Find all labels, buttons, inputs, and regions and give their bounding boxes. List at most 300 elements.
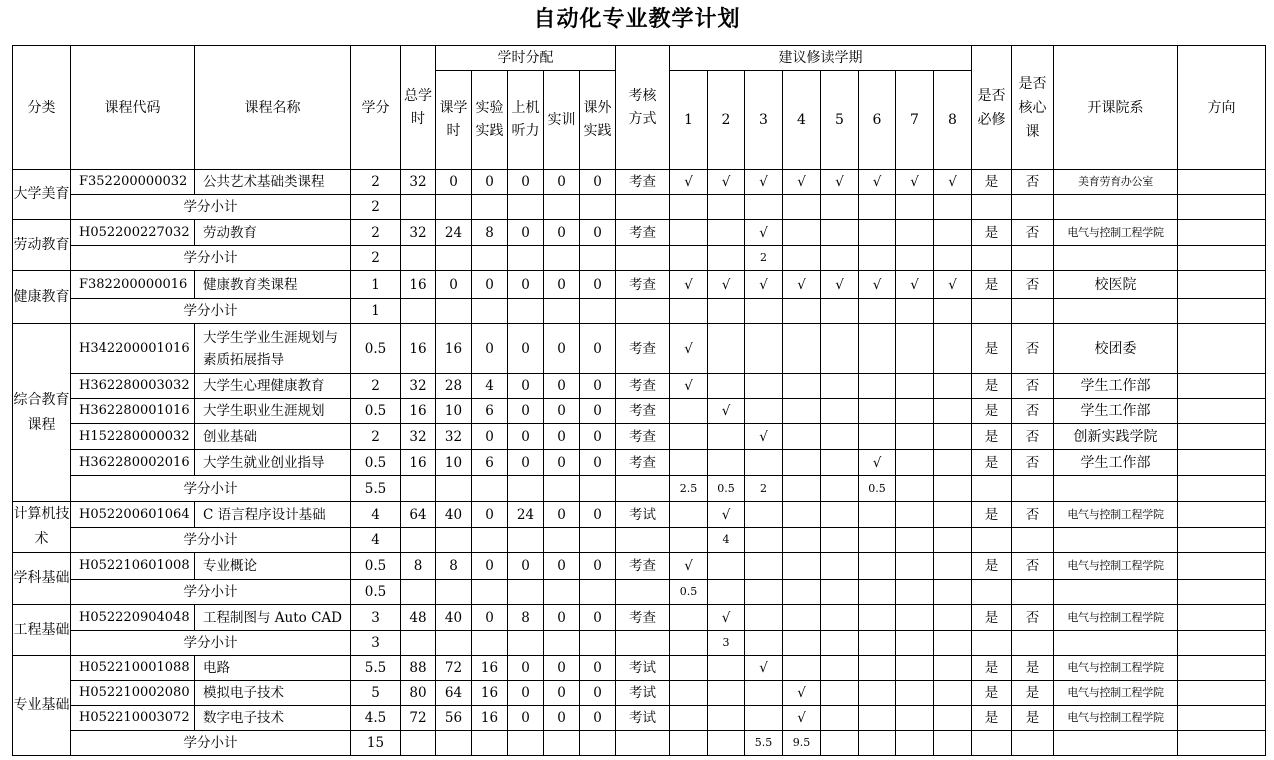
semester-mark-3 (745, 324, 783, 374)
subtotal-empty (544, 731, 580, 756)
course-core: 否 (1012, 399, 1054, 424)
subtotal-row (13, 731, 1266, 756)
course-credit: 5.5 (351, 656, 401, 681)
semester-mark-3: √ (745, 170, 783, 195)
subtotal-row (13, 246, 1266, 271)
subtotal-semester-7 (896, 246, 934, 271)
course-credit: 0.5 (351, 324, 401, 374)
subtotal-empty (436, 528, 472, 553)
semester-mark-5 (821, 681, 859, 706)
subtotal-semester-3: 2 (745, 246, 783, 271)
subtotal-empty (1012, 246, 1054, 271)
course-required: 是 (972, 324, 1012, 374)
subtotal-empty (1054, 299, 1178, 324)
subtotal-credit: 2 (351, 195, 401, 220)
semester-mark-7 (896, 605, 934, 631)
subtotal-semester-4 (783, 476, 821, 502)
category-label: 劳动教育 (13, 220, 71, 271)
subtotal-empty (616, 580, 670, 605)
course-core: 否 (1012, 424, 1054, 450)
course-name: 大学生学业生涯规划与素质拓展指导 (195, 324, 351, 374)
subtotal-empty (616, 195, 670, 220)
semester-mark-5 (821, 399, 859, 424)
semester-mark-4 (783, 374, 821, 399)
subtotal-semester-5 (821, 731, 859, 756)
header-training: 实训 (544, 71, 580, 170)
course-row (13, 553, 1266, 580)
subtotal-semester-8 (934, 731, 972, 756)
semester-mark-1 (670, 399, 708, 424)
course-computer-hours: 24 (508, 502, 544, 528)
semester-mark-4 (783, 324, 821, 374)
subtotal-empty (401, 476, 436, 502)
course-core: 是 (1012, 656, 1054, 681)
subtotal-empty (616, 528, 670, 553)
course-credit: 1 (351, 271, 401, 299)
course-required: 是 (972, 502, 1012, 528)
course-department: 电气与控制工程学院 (1054, 706, 1178, 731)
course-total-hours: 8 (401, 553, 436, 580)
course-computer-hours: 8 (508, 605, 544, 631)
subtotal-empty (436, 476, 472, 502)
course-exam-method: 考查 (616, 271, 670, 299)
course-extracurricular-hours: 0 (580, 324, 616, 374)
course-lecture-hours: 72 (436, 656, 472, 681)
course-core: 否 (1012, 170, 1054, 195)
course-code: H052210601008 (71, 553, 195, 580)
course-credit: 0.5 (351, 450, 401, 476)
course-code: H362280002016 (71, 450, 195, 476)
course-name: 模拟电子技术 (195, 681, 351, 706)
semester-mark-6 (859, 553, 896, 580)
subtotal-row (13, 299, 1266, 324)
subtotal-empty (1012, 195, 1054, 220)
course-row (13, 656, 1266, 681)
course-exam-method: 考查 (616, 553, 670, 580)
course-lecture-hours: 24 (436, 220, 472, 246)
course-name: 电路 (195, 656, 351, 681)
subtotal-semester-7 (896, 731, 934, 756)
semester-mark-6: √ (859, 450, 896, 476)
course-experiment-hours: 6 (472, 399, 508, 424)
subtotal-semester-6 (859, 299, 896, 324)
category-label: 计算机技术 (13, 502, 71, 553)
subtotal-empty (508, 246, 544, 271)
course-name: 大学生职业生涯规划 (195, 399, 351, 424)
subtotal-empty (1178, 299, 1266, 324)
course-computer-hours: 0 (508, 656, 544, 681)
course-training-hours: 0 (544, 271, 580, 299)
course-required: 是 (972, 399, 1012, 424)
semester-mark-4 (783, 450, 821, 476)
subtotal-empty (401, 528, 436, 553)
subtotal-semester-5 (821, 476, 859, 502)
subtotal-semester-2 (708, 195, 745, 220)
course-computer-hours: 0 (508, 450, 544, 476)
header-hours-group: 学时分配 (436, 46, 616, 71)
course-experiment-hours: 16 (472, 681, 508, 706)
course-required: 是 (972, 220, 1012, 246)
course-computer-hours: 0 (508, 220, 544, 246)
semester-mark-7 (896, 374, 934, 399)
subtotal-semester-4 (783, 246, 821, 271)
subtotal-empty (972, 246, 1012, 271)
course-direction (1178, 656, 1266, 681)
course-row (13, 450, 1266, 476)
course-direction (1178, 399, 1266, 424)
course-exam-method: 考查 (616, 220, 670, 246)
course-credit: 3 (351, 605, 401, 631)
semester-mark-1: √ (670, 374, 708, 399)
subtotal-empty (972, 731, 1012, 756)
course-experiment-hours: 0 (472, 502, 508, 528)
subtotal-empty (1178, 476, 1266, 502)
course-name: C 语言程序设计基础 (195, 502, 351, 528)
subtotal-empty (472, 195, 508, 220)
subtotal-empty (436, 631, 472, 656)
course-extracurricular-hours: 0 (580, 450, 616, 476)
subtotal-semester-5 (821, 246, 859, 271)
subtotal-semester-7 (896, 528, 934, 553)
course-required: 是 (972, 656, 1012, 681)
subtotal-empty (1178, 731, 1266, 756)
course-experiment-hours: 6 (472, 450, 508, 476)
subtotal-credit: 1 (351, 299, 401, 324)
subtotal-empty (616, 731, 670, 756)
semester-mark-7 (896, 399, 934, 424)
subtotal-empty (580, 476, 616, 502)
course-department: 电气与控制工程学院 (1054, 656, 1178, 681)
subtotal-semester-8 (934, 246, 972, 271)
category-label: 健康教育 (13, 271, 71, 324)
course-experiment-hours: 0 (472, 553, 508, 580)
header-semester-7: 7 (896, 71, 934, 170)
course-core: 否 (1012, 220, 1054, 246)
semester-mark-3: √ (745, 220, 783, 246)
course-department: 电气与控制工程学院 (1054, 681, 1178, 706)
semester-mark-8: √ (934, 170, 972, 195)
course-extracurricular-hours: 0 (580, 502, 616, 528)
subtotal-semester-6 (859, 731, 896, 756)
semester-mark-2 (708, 656, 745, 681)
subtotal-empty (1054, 580, 1178, 605)
course-credit: 4 (351, 502, 401, 528)
semester-mark-7: √ (896, 170, 934, 195)
semester-mark-6 (859, 324, 896, 374)
course-lecture-hours: 40 (436, 605, 472, 631)
subtotal-empty (401, 246, 436, 271)
subtotal-label: 学分小计 (71, 731, 351, 756)
course-lecture-hours: 0 (436, 271, 472, 299)
course-computer-hours: 0 (508, 170, 544, 195)
category-label: 大学美育 (13, 170, 71, 220)
course-core: 否 (1012, 553, 1054, 580)
course-training-hours: 0 (544, 170, 580, 195)
semester-mark-1: √ (670, 324, 708, 374)
course-total-hours: 32 (401, 374, 436, 399)
course-lecture-hours: 32 (436, 424, 472, 450)
subtotal-empty (1054, 246, 1178, 271)
semester-mark-1: √ (670, 553, 708, 580)
semester-mark-3 (745, 681, 783, 706)
course-direction (1178, 450, 1266, 476)
semester-mark-5 (821, 374, 859, 399)
subtotal-empty (436, 195, 472, 220)
semester-mark-5 (821, 605, 859, 631)
header-computer: 上机听力 (508, 71, 544, 170)
subtotal-semester-8 (934, 631, 972, 656)
course-credit: 2 (351, 374, 401, 399)
course-core: 是 (1012, 681, 1054, 706)
subtotal-credit: 2 (351, 246, 401, 271)
subtotal-empty (1054, 195, 1178, 220)
subtotal-empty (472, 476, 508, 502)
subtotal-semester-2: 3 (708, 631, 745, 656)
category-label: 综合教育课程 (13, 324, 71, 502)
course-extracurricular-hours: 0 (580, 170, 616, 195)
subtotal-semester-4 (783, 299, 821, 324)
semester-mark-6 (859, 424, 896, 450)
semester-mark-5 (821, 220, 859, 246)
semester-mark-8 (934, 681, 972, 706)
subtotal-semester-2 (708, 246, 745, 271)
course-row (13, 681, 1266, 706)
course-code: H052210002080 (71, 681, 195, 706)
course-row (13, 706, 1266, 731)
subtotal-semester-1 (670, 299, 708, 324)
subtotal-semester-4 (783, 195, 821, 220)
course-direction (1178, 706, 1266, 731)
subtotal-empty (436, 731, 472, 756)
subtotal-empty (616, 476, 670, 502)
subtotal-semester-2: 4 (708, 528, 745, 553)
course-code: H052220904048 (71, 605, 195, 631)
semester-mark-7: √ (896, 271, 934, 299)
subtotal-empty (472, 299, 508, 324)
semester-mark-8 (934, 399, 972, 424)
subtotal-empty (1054, 731, 1178, 756)
subtotal-empty (472, 580, 508, 605)
header-extracurricular: 课外实践 (580, 71, 616, 170)
semester-mark-1: √ (670, 271, 708, 299)
semester-mark-1 (670, 450, 708, 476)
subtotal-semester-2 (708, 580, 745, 605)
course-code: F382200000016 (71, 271, 195, 299)
course-required: 是 (972, 706, 1012, 731)
subtotal-empty (508, 731, 544, 756)
course-extracurricular-hours: 0 (580, 681, 616, 706)
semester-mark-6 (859, 656, 896, 681)
course-extracurricular-hours: 0 (580, 220, 616, 246)
course-department: 校医院 (1054, 271, 1178, 299)
course-direction (1178, 220, 1266, 246)
subtotal-empty (508, 528, 544, 553)
semester-mark-2: √ (708, 170, 745, 195)
semester-mark-3 (745, 374, 783, 399)
course-direction (1178, 324, 1266, 374)
course-code: H052200601064 (71, 502, 195, 528)
course-total-hours: 32 (401, 424, 436, 450)
subtotal-semester-3: 2 (745, 476, 783, 502)
subtotal-empty (972, 476, 1012, 502)
course-total-hours: 72 (401, 706, 436, 731)
course-experiment-hours: 0 (472, 424, 508, 450)
subtotal-empty (544, 476, 580, 502)
subtotal-semester-1 (670, 731, 708, 756)
header-semester-6: 6 (859, 71, 896, 170)
course-total-hours: 16 (401, 399, 436, 424)
course-credit: 4.5 (351, 706, 401, 731)
semester-mark-2 (708, 553, 745, 580)
semester-mark-8 (934, 502, 972, 528)
header-lecture: 课学时 (436, 71, 472, 170)
course-code: H342200001016 (71, 324, 195, 374)
subtotal-semester-3 (745, 580, 783, 605)
subtotal-row (13, 528, 1266, 553)
course-experiment-hours: 0 (472, 271, 508, 299)
subtotal-empty (616, 299, 670, 324)
subtotal-label: 学分小计 (71, 246, 351, 271)
course-experiment-hours: 8 (472, 220, 508, 246)
semester-mark-8 (934, 706, 972, 731)
semester-mark-7 (896, 220, 934, 246)
subtotal-empty (508, 195, 544, 220)
semester-mark-4: √ (783, 681, 821, 706)
semester-mark-4 (783, 424, 821, 450)
subtotal-semester-5 (821, 195, 859, 220)
subtotal-empty (544, 246, 580, 271)
course-lecture-hours: 64 (436, 681, 472, 706)
course-credit: 2 (351, 170, 401, 195)
header-semester-3: 3 (745, 71, 783, 170)
semester-mark-6 (859, 220, 896, 246)
semester-mark-2: √ (708, 271, 745, 299)
subtotal-empty (472, 631, 508, 656)
semester-mark-4: √ (783, 170, 821, 195)
subtotal-semester-7 (896, 299, 934, 324)
subtotal-semester-5 (821, 299, 859, 324)
semester-mark-5: √ (821, 271, 859, 299)
header-semester-2: 2 (708, 71, 745, 170)
header-required: 是否必修 (972, 46, 1012, 170)
semester-mark-8 (934, 424, 972, 450)
subtotal-semester-6 (859, 631, 896, 656)
semester-mark-1 (670, 681, 708, 706)
subtotal-empty (1012, 476, 1054, 502)
course-name: 大学生心理健康教育 (195, 374, 351, 399)
page-title: 自动化专业教学计划 (533, 7, 741, 32)
subtotal-empty (580, 299, 616, 324)
course-experiment-hours: 16 (472, 656, 508, 681)
semester-mark-5 (821, 324, 859, 374)
course-department: 学生工作部 (1054, 374, 1178, 399)
semester-mark-7 (896, 424, 934, 450)
course-department: 电气与控制工程学院 (1054, 553, 1178, 580)
subtotal-semester-1 (670, 528, 708, 553)
course-exam-method: 考试 (616, 656, 670, 681)
subtotal-empty (1054, 476, 1178, 502)
semester-mark-7 (896, 553, 934, 580)
subtotal-semester-1 (670, 631, 708, 656)
semester-mark-1 (670, 220, 708, 246)
subtotal-credit: 4 (351, 528, 401, 553)
subtotal-semester-5 (821, 580, 859, 605)
semester-mark-2 (708, 424, 745, 450)
course-lecture-hours: 0 (436, 170, 472, 195)
semester-mark-8 (934, 450, 972, 476)
subtotal-semester-4: 9.5 (783, 731, 821, 756)
course-extracurricular-hours: 0 (580, 656, 616, 681)
course-core: 否 (1012, 605, 1054, 631)
course-extracurricular-hours: 0 (580, 424, 616, 450)
subtotal-empty (401, 299, 436, 324)
course-row (13, 324, 1266, 374)
semester-mark-7 (896, 502, 934, 528)
course-code: F352200000032 (71, 170, 195, 195)
semester-mark-6 (859, 605, 896, 631)
semester-mark-2 (708, 324, 745, 374)
course-department: 校团委 (1054, 324, 1178, 374)
course-name: 工程制图与 Auto CAD (195, 605, 351, 631)
subtotal-empty (508, 631, 544, 656)
semester-mark-1 (670, 424, 708, 450)
course-extracurricular-hours: 0 (580, 706, 616, 731)
course-training-hours: 0 (544, 324, 580, 374)
subtotal-empty (972, 580, 1012, 605)
category-label: 学科基础 (13, 553, 71, 605)
category-label: 工程基础 (13, 605, 71, 656)
subtotal-semester-1: 2.5 (670, 476, 708, 502)
subtotal-row (13, 195, 1266, 220)
subtotal-empty (580, 731, 616, 756)
category-label: 专业基础 (13, 656, 71, 756)
subtotal-semester-7 (896, 476, 934, 502)
semester-mark-2 (708, 681, 745, 706)
course-computer-hours: 0 (508, 399, 544, 424)
semester-mark-4 (783, 399, 821, 424)
subtotal-semester-2 (708, 299, 745, 324)
course-total-hours: 80 (401, 681, 436, 706)
semester-mark-6 (859, 706, 896, 731)
course-credit: 2 (351, 220, 401, 246)
subtotal-semester-3 (745, 299, 783, 324)
table-body (13, 46, 1266, 756)
subtotal-empty (1012, 299, 1054, 324)
semester-mark-3 (745, 502, 783, 528)
subtotal-credit: 15 (351, 731, 401, 756)
course-exam-method: 考查 (616, 424, 670, 450)
course-name: 公共艺术基础类课程 (195, 170, 351, 195)
semester-mark-7 (896, 681, 934, 706)
course-training-hours: 0 (544, 424, 580, 450)
course-lecture-hours: 16 (436, 324, 472, 374)
semester-mark-7 (896, 706, 934, 731)
subtotal-label: 学分小计 (71, 580, 351, 605)
subtotal-label: 学分小计 (71, 631, 351, 656)
subtotal-empty (1178, 246, 1266, 271)
semester-mark-4 (783, 605, 821, 631)
course-code: H052210001088 (71, 656, 195, 681)
header-total-hours: 总学时 (401, 46, 436, 170)
course-lecture-hours: 56 (436, 706, 472, 731)
header-department: 开课院系 (1054, 46, 1178, 170)
subtotal-empty (1012, 580, 1054, 605)
semester-mark-4 (783, 220, 821, 246)
subtotal-empty (1178, 580, 1266, 605)
semester-mark-6 (859, 399, 896, 424)
subtotal-empty (616, 631, 670, 656)
course-exam-method: 考查 (616, 450, 670, 476)
